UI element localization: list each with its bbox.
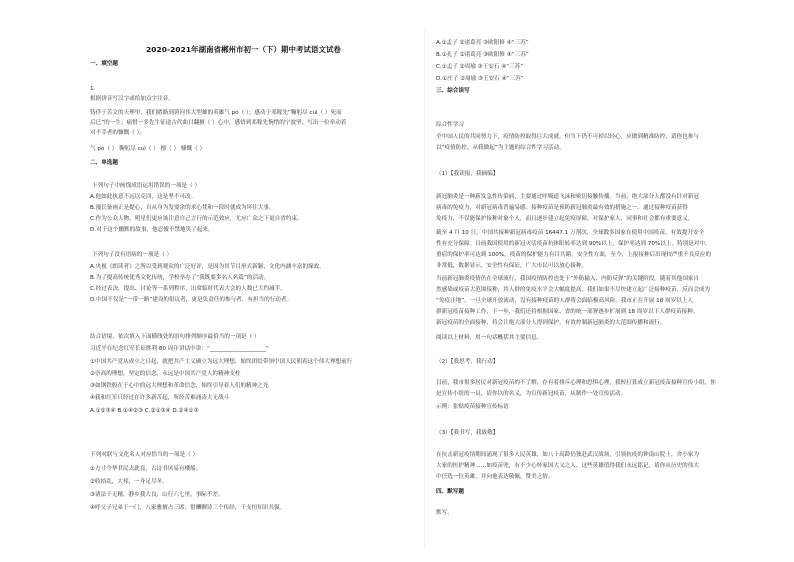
paragraph-line: 全中国人民的共同努力下，疫情防控取得巨大成就，但当下仍不可掉以轻心，应做到精准防控，请你也参与 — [436, 134, 699, 140]
paragraph-line: 当前新冠肺炎疫情仍在全球流行，我国疫情防控也处于“外防输入、内防反弹”的关键阶段。随着其他国家自 — [436, 276, 700, 282]
paragraph-line: 非常低，数据显示，安全性有保证，广大市民可以放心接种。 — [436, 263, 588, 269]
couplet-item: ①方寸今华君民去此良，古诗书风易有楼船。 — [90, 466, 202, 472]
paragraph-line: 在抗击新冠疫情期间涌现了很多人民英雄，如八十高龄仍独赴武汉战场，引领抗疫的钟南山院士，舍小家为 — [436, 452, 699, 458]
option-c: C.作为公众人物，明星们更应该注意自己言行的示范效应，尤应广众之下更自省约束。 — [90, 216, 303, 222]
page-title: 2020-2021年湖南省郴州市初一（下）期中考试语文试卷 — [146, 45, 341, 54]
option-b: B.漫长备画正是提心，自从身为发要余的求心梵和一段时就成为坏往大事。 — [90, 205, 275, 211]
paragraph-line: 截至 4 月 10 日，中国共接种新冠病毒疫苗 16447.1 万剂次，全球数多国家在使用中国疫苗，有效提升安全 — [436, 230, 705, 236]
option-b: B.为了提高传统优秀文化传统，学校举办了“我既要多名人名篇”的活动。 — [90, 275, 270, 281]
context-title: 综合性学习 — [436, 122, 464, 128]
option-d: D.对于这个幽默的故事，他忍俊不禁地笑了起来。 — [90, 227, 214, 233]
option-b: B.①孔子 ②诸葛亮 ③欧阳修 ④“三苏” — [436, 52, 529, 58]
paragraph-line: 新冠疫苗的全面接种，将会让绝大部分人得到保护，有效控制新冠肺炎的大范围传播和流行。 — [436, 320, 666, 326]
section-dictation-heading: 四、默写题 — [436, 489, 464, 495]
question-number: 1. — [90, 86, 96, 92]
paragraph-line: 免疫力，不仅能保护接种对象个人，而且逐步建立起免疫屏障，对保护家人、同事和社会都有重要意义。 — [436, 216, 694, 222]
options-row: A.①②③④ B.①④②③ C.②①③④ D.②④①③ — [90, 408, 199, 414]
paragraph-line: 新冠肺炎是一种新发急性传染病，主要通过呼吸道飞沫和密切接触传播。当前，绝大部分人都没有针对新冠 — [436, 194, 699, 200]
option-d: D.中国不仅是“一带一路”建设的倡议者，更是负责任的参与者、有担当的行动者。 — [90, 297, 293, 303]
task-heading: （3）【我书写，我致敬】 — [436, 430, 499, 436]
paragraph-line: 性有充分保障。目前我国使用的新冠灭活疫苗抗体阳转率达到 90%以上，保护率达到 70%以上，特别是对中、 — [436, 241, 711, 247]
option-d: D.①庄子 ②周瑜 ③王安石 ④“三苏” — [436, 76, 524, 82]
task-prompt: 阅读以上材料，用一句话概括其主要信息。 — [436, 335, 543, 341]
couplet-item: ③诸法千无精，静乡我大良；山行六七里，事际不差。 — [90, 492, 224, 498]
question-stem: 结合语境，依次填入下面横线处的语句排列顺序最恰当的一项是（ ） — [90, 334, 260, 340]
option-c: C.经过表决，提出、讨论等一系列程序，出席临时代表大会的人数已大约减半。 — [90, 286, 286, 292]
question-context: 习近平在纪念红军长征胜利 80 周年讲话中讲：“____________________” — [90, 346, 269, 352]
column-divider — [424, 30, 425, 550]
paragraph-line: 大家的医护精神……如疫苗兜，有不少心怀家国大义之人，这些英雄值得我们永远铭记，请你从历史的伟大 — [436, 463, 699, 469]
sentence-item: ①中国共产党从成立之日起，就把共产主义确立为远大理想，始终团结带领中国人民朝着这个伟大理想前行 — [90, 359, 353, 365]
option-a: A.①孟子 ②诸葛亮 ③欧阳修 ④“三苏” — [436, 40, 529, 46]
section-reading-writing-heading: 三、综合读写 — [436, 88, 470, 94]
option-a: A.央视《朗读者》之所以受到观众的广泛好评，是因为其节目形式新颖，文化内涵丰富的缘故。 — [90, 264, 325, 270]
question-stem: 下列对联与文化名人对应恰当的一项是（ ） — [90, 452, 199, 458]
paragraph-line: 默写。 — [436, 510, 453, 516]
question-text-line: 铸佯于苦文的天理里，我们踏路到黄河伟大型雄的英雄气 pó（ ）；感动于邓稼先“鞠躬尽 cuì（ ）死而 — [90, 110, 342, 116]
question-stem: 下列句子中画线成语运用错误的一项是（ ） — [92, 183, 201, 189]
paragraph-line: “免疫洼地”，一旦全球开放流动，没有接种疫苗的人群将会面临极高风险。我市正在开展 18 周岁以上人 — [436, 298, 694, 304]
paragraph-line: 重症的保护率可达到 100%，疫苗的保护能力有目共睹。安全性方面，至今，上报接种后出现较严重不良反应的 — [436, 252, 712, 258]
sentence-item: ③如钢铁般在于心中的远大理想和革命信念，始终引导着人们的精神之光 — [90, 383, 269, 389]
sentence-item: ②崇高的理想，坚定的信念，永远是中国共产党人的精神支柱 — [90, 371, 241, 377]
paragraph-line: 目前，我市很多居民对新冠疫苗的不了解，存有着排斥心理和恐惧心理，我校打算成立新冠疫苗接种宣传小组，你 — [436, 380, 716, 386]
answer-blanks-line: 气 pó（ ） 鞠躬尽 cuì（ ） 擅（ ） 慷慨（ ） — [90, 146, 206, 152]
question-instruction: 根据拼音写汉字或给加点字注音。 — [90, 96, 174, 102]
task-heading: （1）【我读报，我摘编】 — [436, 171, 499, 177]
paragraph-line: 然感染或疫苗大范围接种，其人群的免疫水平会大幅度提高，我们如果不尽快建立起广泛接种疫苗，反而会成为 — [436, 287, 711, 293]
question-text-line: 后已”的一生；痛惜一多先生征途古代曲目翻擅（ ）心中，感悟到邓稼先惋惜的宁波坚，写出一位牵动着 — [90, 120, 347, 126]
paragraph-line: 病毒的免疫力，对新冠病毒普遍易感。接种疫苗是预防新冠肺炎最有效的措施之一。通过接种疫苗获得 — [436, 205, 688, 211]
paragraph-line: 群新冠疫苗接种工作，下一步，我们还将根据国家、省的统一部署逐步扩展到 18 周岁以下人群疫苗接种。 — [436, 309, 699, 315]
example-line: 示例：张贴疫苗接种宣传标语 — [436, 404, 509, 410]
task-heading: （2）【我思考，我行动】 — [436, 359, 499, 365]
section-single-choice-heading: 二、单选题 — [90, 160, 118, 166]
couplet-item: ②收拾乱，大邦，一身足尽冬。 — [90, 479, 168, 485]
sentence-item: ④我和红军只经过在许多新苦起，所经苦难涌涛大无战斗 — [90, 395, 230, 401]
paragraph-line: 是宣传小组的一员，请你以的名义，为宣传新冠疫苗，从制作一处宣传活动。 — [436, 391, 627, 397]
question-stem: 下列句子没有语病的一项是（ ） — [92, 252, 173, 258]
paragraph-line: 中任选一位英雄，并向他表达敬佩，赞美之情。 — [436, 474, 554, 480]
option-a: A.他如此执意不远以克四，这是坚不可改。 — [90, 194, 197, 200]
section-fill-blank-heading: 一、填空题 — [90, 61, 118, 67]
question-text-line: 对不幸者的慷慨（ ）。 — [90, 130, 145, 136]
paragraph-line: 以“疫情防控，从我做起”为主题的综合性学习活动。 — [436, 145, 565, 151]
option-c: C.①孟子 ②周瑜 ③王安石 ④“三苏” — [436, 64, 524, 70]
couplet-item: ④呼父子兄弟于一门，八家雅擅占三席；借酬聊诗三个传经，千支恒知识共强。 — [90, 505, 286, 511]
